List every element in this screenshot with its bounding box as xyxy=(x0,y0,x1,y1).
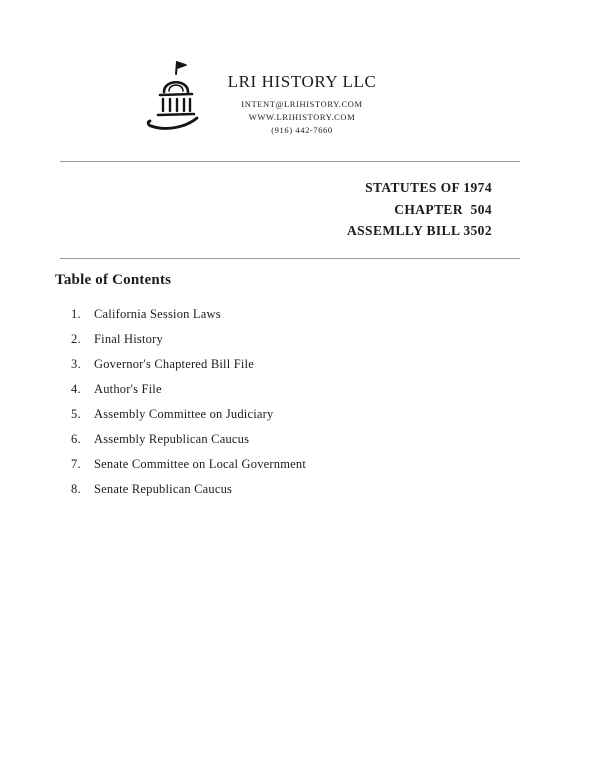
toc-item xyxy=(71,452,306,477)
company-name: LRI HISTORY LLC xyxy=(227,72,377,91)
toc-item-label: Final History xyxy=(94,332,163,346)
middle-divider xyxy=(60,258,520,259)
toc-item-label: Senate Committee on Local Government xyxy=(94,457,307,471)
title-block xyxy=(280,177,492,242)
toc-item xyxy=(71,302,306,327)
email-line: INTENT@LRIHISTORY.COM xyxy=(241,99,363,109)
letterhead-text xyxy=(227,58,377,137)
toc-item-number: 3. xyxy=(71,357,81,371)
toc-item xyxy=(71,352,306,377)
toc-item-number: 2. xyxy=(71,332,81,346)
capitol-logo-icon xyxy=(143,58,205,140)
toc-item xyxy=(71,427,306,452)
toc-item xyxy=(71,402,306,427)
toc-item-label: Assembly Committee on Judiciary xyxy=(94,407,274,421)
toc-item xyxy=(71,477,306,502)
assembly-bill-line: ASSEMLLY BILL 3502 xyxy=(346,223,492,238)
chapter-line: CHAPTER 504 xyxy=(394,201,492,217)
toc-item-label: Senate Republican Caucus xyxy=(94,482,233,496)
toc-list xyxy=(71,302,306,502)
toc-item-number: 1. xyxy=(71,307,81,321)
toc-item-number: 5. xyxy=(71,407,81,421)
toc-item-label: Governor's Chaptered Bill File xyxy=(94,357,254,371)
toc-item-number: 7. xyxy=(71,457,81,471)
toc-item-label: Assembly Republican Caucus xyxy=(94,432,250,446)
toc-item-label: Author's File xyxy=(94,382,162,396)
toc-item-number: 8. xyxy=(71,482,81,496)
toc-item xyxy=(71,377,306,402)
top-divider xyxy=(60,161,520,162)
toc-item-number: 6. xyxy=(71,432,81,446)
toc-heading: Table of Contents xyxy=(55,272,172,288)
toc-item xyxy=(71,327,306,352)
letterhead xyxy=(143,58,377,140)
statutes-line: STATUTES OF 1974 xyxy=(365,180,492,195)
toc-item-number: 4. xyxy=(71,382,81,396)
phone-line: (916) 442-7660 xyxy=(271,125,333,135)
toc-item-label: California Session Laws xyxy=(94,307,221,321)
website-line: WWW.LRIHISTORY.COM xyxy=(248,112,356,122)
